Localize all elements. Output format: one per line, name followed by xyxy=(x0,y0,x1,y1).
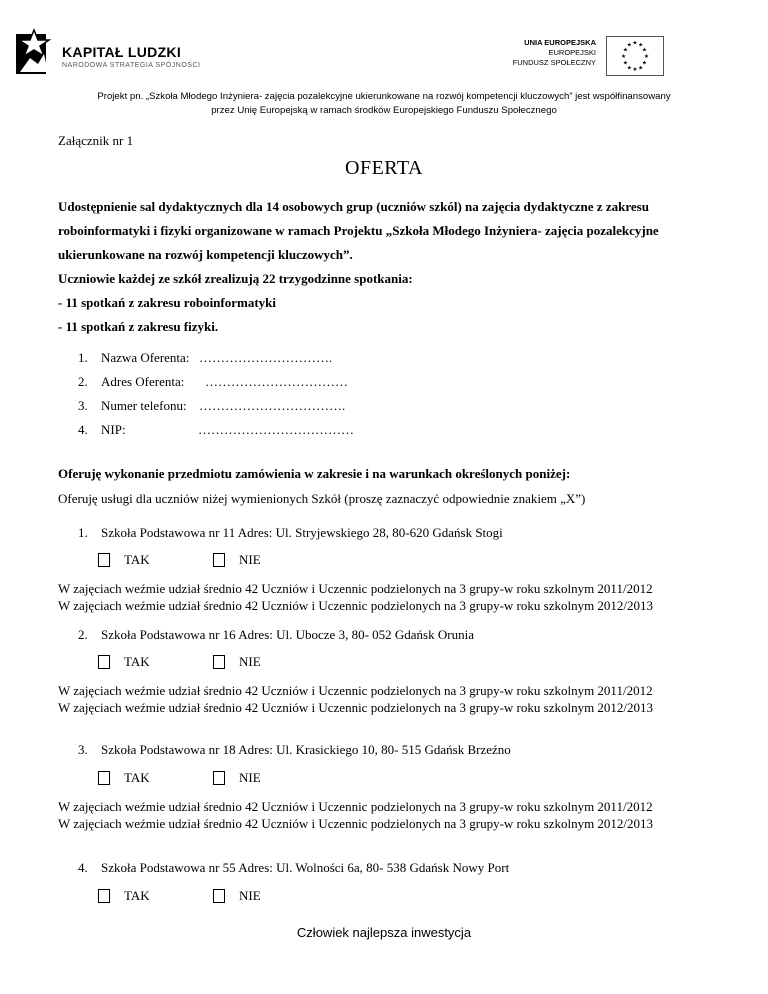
intro-block xyxy=(58,195,718,339)
annex-label: Załącznik nr 1 xyxy=(58,133,134,148)
eu-line2: EUROPEJSKI xyxy=(548,48,596,57)
school-choices xyxy=(98,888,328,904)
yes-option[interactable] xyxy=(98,552,213,568)
field-number: 2. xyxy=(78,374,88,389)
field-number: 4. xyxy=(78,422,88,437)
eu-line1: UNIA EUROPEJSKA xyxy=(524,38,596,47)
no-checkbox[interactable] xyxy=(213,771,225,785)
nip-input[interactable]: ……………………………… xyxy=(198,422,354,437)
svg-text:★: ★ xyxy=(638,65,644,72)
no-checkbox[interactable] xyxy=(213,655,225,669)
intro-line: ukierunkowane na rozwój kompetencji kluczowych”. xyxy=(58,247,353,262)
svg-text:★: ★ xyxy=(638,42,644,49)
yes-checkbox[interactable] xyxy=(98,889,110,903)
school-number: 4. xyxy=(78,860,88,875)
intro-line: Uczniowie każdej ze szkół zrealizują 22 trzygodzinne spotkania: xyxy=(58,271,413,286)
kapital-ludzki-logo-icon xyxy=(14,28,54,76)
page-title: OFERTA xyxy=(345,157,423,179)
field-number: 1. xyxy=(78,350,88,365)
field-label: Numer telefonu: xyxy=(101,398,187,413)
school-info xyxy=(58,682,653,716)
yes-label: TAK xyxy=(124,770,150,785)
svg-text:★: ★ xyxy=(641,60,648,67)
svg-text:★: ★ xyxy=(632,40,638,47)
school-item xyxy=(78,627,474,643)
svg-text:★: ★ xyxy=(626,42,632,49)
eu-text xyxy=(456,38,596,68)
no-option[interactable] xyxy=(213,888,328,904)
eu-flag-icon xyxy=(606,36,664,76)
school-info-line: W zajęciach weźmie udział średnio 42 Uczniów i Uczennic podzielonych na 3 grupy-w roku szkolnym 2012/2013 xyxy=(58,598,654,613)
no-label: NIE xyxy=(239,770,261,785)
yes-checkbox[interactable] xyxy=(98,771,110,785)
field-offeror-address xyxy=(78,374,354,398)
yes-label: TAK xyxy=(124,888,150,903)
school-info-line: W zajęciach weźmie udział średnio 42 Uczniów i Uczennic podzielonych na 3 grupy-w roku szkolnym 2011/2012 xyxy=(58,683,653,698)
svg-text:★: ★ xyxy=(643,53,649,60)
eu-line3: FUNDUSZ SPOŁECZNY xyxy=(512,58,596,67)
svg-text:★: ★ xyxy=(622,47,629,54)
school-info-line: W zajęciach weźmie udział średnio 42 Uczniów i Uczennic podzielonych na 3 grupy-w roku szkolnym 2012/2013 xyxy=(58,700,654,715)
school-item xyxy=(78,860,509,876)
school-choices xyxy=(98,654,328,670)
school-choices xyxy=(98,770,328,786)
footer-slogan: Człowiek najlepsza inwestycja xyxy=(296,925,472,940)
intro-line: roboinformatyki i fizyki organizowane w ramach Projektu „Szkoła Młodego Inżyniera- zajęcia pozalekcyjne xyxy=(58,223,659,238)
svg-text:★: ★ xyxy=(641,47,648,54)
field-label: Nazwa Oferenta: xyxy=(101,350,190,365)
kapital-ludzki-title: KAPITAŁ LUDZKI xyxy=(62,44,182,60)
field-number: 3. xyxy=(78,398,88,413)
no-option[interactable] xyxy=(213,654,328,670)
project-line1: Projekt pn. „Szkoła Młodego Inżyniera- zajęcia pozalekcyjne ukierunkowane na rozwój kompetencji kluczowych” jest współfinansowany xyxy=(97,91,671,102)
school-name: Szkoła Podstawowa nr 18 Adres: Ul. Krasickiego 10, 80- 515 Gdańsk Brzeźno xyxy=(101,742,511,757)
school-choices xyxy=(98,552,328,568)
svg-text:★: ★ xyxy=(622,60,629,67)
school-name: Szkoła Podstawowa nr 16 Adres: Ul. Ubocze 3, 80- 052 Gdańsk Orunia xyxy=(101,627,474,642)
intro-line: Udostępnienie sal dydaktycznych dla 14 osobowych grup (uczniów szkól) na zajęcia dydaktyczne z zakresu xyxy=(58,199,649,214)
school-info-line: W zajęciach weźmie udział średnio 42 Uczniów i Uczennic podzielonych na 3 grupy-w roku szkolnym 2012/2013 xyxy=(58,816,654,831)
offer-statement: Oferuję wykonanie przedmiotu zamówienia w zakresie i na warunkach określonych poniżej: xyxy=(58,466,571,481)
school-item xyxy=(78,742,511,758)
no-checkbox[interactable] xyxy=(213,553,225,567)
yes-checkbox[interactable] xyxy=(98,553,110,567)
offeror-address-input[interactable]: …………………………… xyxy=(205,374,348,389)
svg-text:★: ★ xyxy=(626,65,632,72)
svg-text:★: ★ xyxy=(621,53,627,60)
yes-label: TAK xyxy=(124,654,150,669)
offeror-fields xyxy=(78,350,354,446)
project-line2: przez Unię Europejską w ramach środków Europejskiego Funduszu Społecznego xyxy=(211,105,557,116)
no-label: NIE xyxy=(239,552,261,567)
field-nip xyxy=(78,422,354,446)
intro-line: - 11 spotkań z zakresu fizyki. xyxy=(58,319,219,334)
yes-option[interactable] xyxy=(98,770,213,786)
kapital-ludzki-subtitle: NARODOWA STRATEGIA SPÓJNOŚCI xyxy=(62,62,201,69)
school-info xyxy=(58,798,653,832)
school-info-line: W zajęciach weźmie udział średnio 42 Uczniów i Uczennic podzielonych na 3 grupy-w roku szkolnym 2011/2012 xyxy=(58,581,653,596)
school-number: 3. xyxy=(78,742,88,757)
phone-input[interactable]: ……………………………. xyxy=(199,398,346,413)
school-info xyxy=(58,580,653,614)
school-number: 1. xyxy=(78,525,88,540)
svg-text:★: ★ xyxy=(632,67,638,74)
school-item xyxy=(78,525,503,541)
school-name: Szkoła Podstawowa nr 55 Adres: Ul. Wolności 6a, 80- 538 Gdańsk Nowy Port xyxy=(101,860,510,875)
school-name: Szkoła Podstawowa nr 11 Adres: Ul. Stryjewskiego 28, 80-620 Gdańsk Stogi xyxy=(101,525,503,540)
field-phone xyxy=(78,398,354,422)
yes-label: TAK xyxy=(124,552,150,567)
no-label: NIE xyxy=(239,888,261,903)
school-number: 2. xyxy=(78,627,88,642)
field-label: Adres Oferenta: xyxy=(101,374,185,389)
project-notice xyxy=(30,90,738,118)
yes-checkbox[interactable] xyxy=(98,655,110,669)
offeror-name-input[interactable]: …………………………. xyxy=(199,350,333,365)
no-option[interactable] xyxy=(213,552,328,568)
no-label: NIE xyxy=(239,654,261,669)
services-statement: Oferuję usługi dla uczniów niżej wymienionych Szkół (proszę zaznaczyć odpowiednie znakiem „X”) xyxy=(58,491,586,506)
intro-line: - 11 spotkań z zakresu roboinformatyki xyxy=(58,295,277,310)
yes-option[interactable] xyxy=(98,654,213,670)
yes-option[interactable] xyxy=(98,888,213,904)
field-label: NIP: xyxy=(101,422,126,437)
no-option[interactable] xyxy=(213,770,328,786)
school-info-line: W zajęciach weźmie udział średnio 42 Uczniów i Uczennic podzielonych na 3 grupy-w roku szkolnym 2011/2012 xyxy=(58,799,653,814)
no-checkbox[interactable] xyxy=(213,889,225,903)
field-offeror-name xyxy=(78,350,354,374)
